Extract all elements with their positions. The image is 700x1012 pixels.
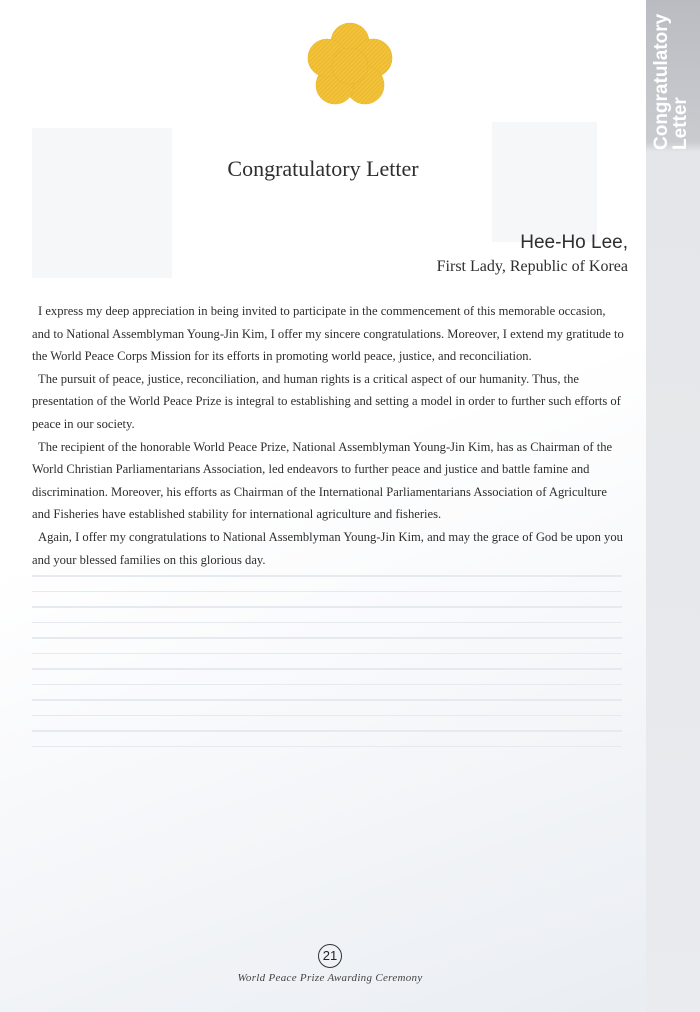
letter-body bbox=[32, 300, 626, 571]
letter-paragraph: The pursuit of peace, justice, reconciliation, and human rights is a critical aspect of our humanity. Thus, the presentation of the World Peace Prize is integral to establishing and setting a model in order to further such efforts of peace in our society. bbox=[32, 371, 621, 431]
page-number: 21 bbox=[318, 944, 342, 968]
author-title: First Lady, Republic of Korea bbox=[436, 258, 628, 275]
mugunghwa-emblem-icon bbox=[304, 20, 396, 110]
section-side-tab bbox=[646, 0, 700, 1012]
letter-paragraph: The recipient of the honorable World Peace Prize, National Assemblyman Young-Jin Kim, has as Chairman of the World Christian Parliamentarians Association, led endeavors to further peace and justice and battle famine and discrimination. Moreover, his efforts as Chairman of the International Parliamentarians Association of Agriculture and Fisheries have established stability for international agriculture and fisheries. bbox=[32, 439, 613, 522]
letter-paragraph: Again, I offer my congratulations to National Assemblyman Young-Jin Kim, and may the grace of God be upon you and your blessed families on this glorious day. bbox=[32, 529, 623, 567]
side-tab-line-1: Congratulatory bbox=[651, 13, 672, 150]
letter-paragraph: I express my deep appreciation in being invited to participate in the commencement of this memorable occasion, and to National Assemblyman Young-Jin Kim, I offer my sincere congratulations. Moreover, I extend my gratitude to the World Peace Corps Mission for its efforts in promoting world peace, justice, and reconciliation. bbox=[32, 304, 624, 364]
bleed-through-photo bbox=[32, 128, 172, 278]
side-tab-line-2: Letter bbox=[670, 97, 691, 150]
bleed-through-text bbox=[32, 575, 622, 845]
bleed-through-photo bbox=[492, 122, 597, 242]
footer-text: World Peace Prize Awarding Ceremony bbox=[237, 972, 423, 984]
side-tab-label bbox=[652, 10, 694, 150]
page-title: Congratulatory Letter bbox=[227, 156, 419, 181]
author-name: Hee-Ho Lee, bbox=[520, 232, 628, 253]
